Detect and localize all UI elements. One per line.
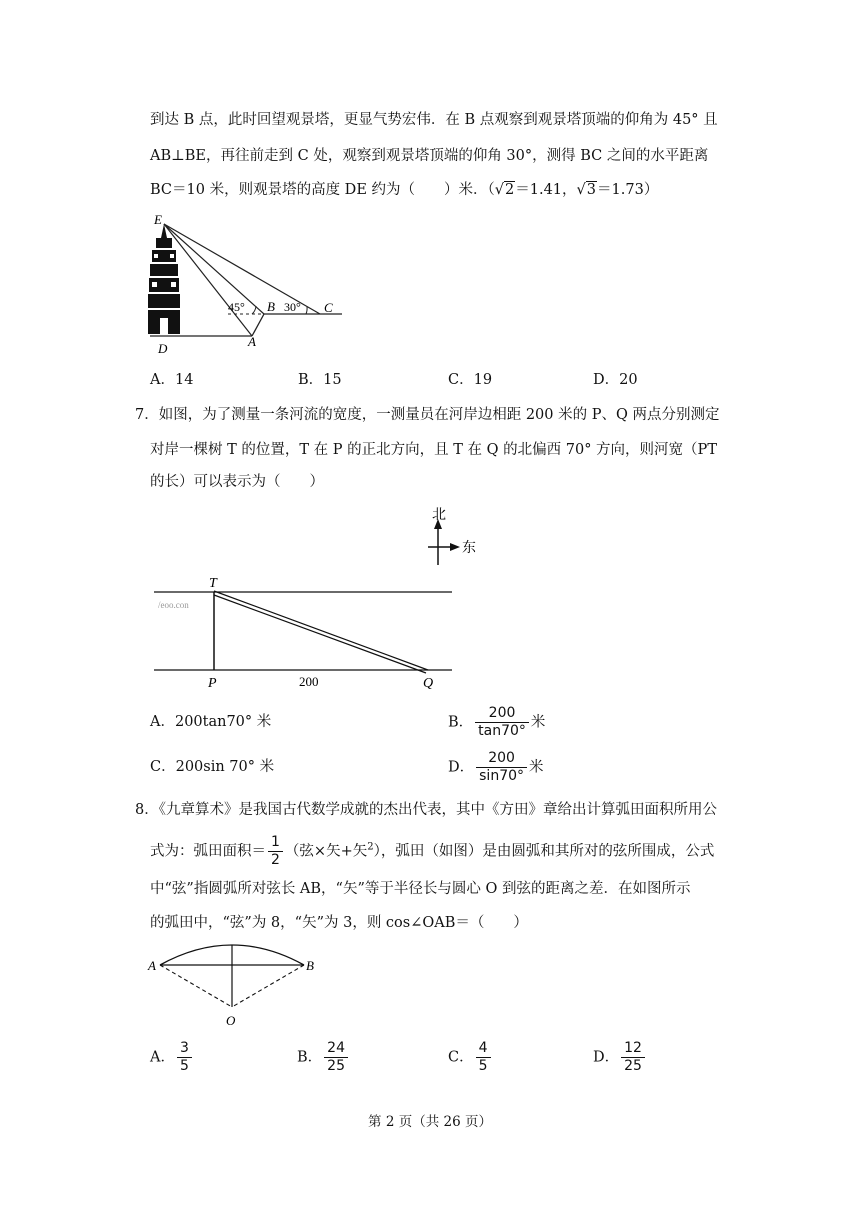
label-B: B [306, 958, 314, 973]
fraction-numerator: 200 [488, 705, 516, 721]
label-O: O [226, 1013, 236, 1028]
tower-icon [148, 224, 180, 334]
q8-text-line2 [150, 834, 714, 869]
q8-option-d [593, 1040, 647, 1075]
fraction-numerator: 200 [488, 750, 515, 766]
q6-line3-part2: ＝1.41， [515, 182, 577, 198]
q8-option-c [448, 1040, 493, 1075]
q8-half-fraction [268, 834, 283, 869]
q7-option-a: A．200tan70° 米 [150, 714, 272, 730]
q8-option-d-fraction [621, 1040, 645, 1075]
label-B: B [267, 299, 275, 314]
q8-line2-part3: ），弧田（如图）是由圆弧和其所对的弦所围成，公式 [373, 843, 715, 860]
angle-45-label: 45° [228, 300, 245, 314]
q8-text-line1: 8．《九章算术》是我国古代数学成就的杰出代表，其中《方田》章给出计算弧田面积所用公 [135, 802, 717, 818]
q7-option-b [448, 705, 545, 740]
q6-text-line2: AB⊥BE，再往前走到 C 处，观察到观景塔顶端的仰角 30°，测得 BC 之间的水平距离 [150, 148, 709, 164]
q6-option-b: B．15 [298, 372, 342, 388]
sqrt-symbol: √ [576, 182, 586, 198]
fraction-numerator: 12 [624, 1040, 642, 1056]
q6-text-line3 [150, 180, 658, 200]
q7-river-figure [140, 505, 500, 695]
q8-line2-part1: 式为：弧田面积＝ [150, 843, 266, 860]
label-A: A [148, 958, 156, 973]
q7-option-b-prefix: B． [448, 714, 474, 731]
q8-option-c-fraction [476, 1040, 491, 1075]
east-label: 东 [462, 541, 476, 556]
q8-option-a-prefix: A． [150, 1049, 175, 1066]
q6-option-c: C．19 [448, 372, 493, 388]
q6-line3-part1: BC＝10 米，则观景塔的高度 DE 约为（ ）米．（ [150, 182, 495, 198]
sqrt-symbol: √ [494, 182, 505, 198]
fraction-denominator: 25 [324, 1057, 348, 1075]
q8-option-c-prefix: C． [448, 1049, 474, 1066]
q7-text-line1: 7．如图，为了测量一条河流的宽度，一测量员在河岸边相距 200 米的 P、Q 两点分别测定 [135, 407, 720, 423]
sqrt3-radicand: 3 [586, 182, 597, 198]
label-E: E [154, 212, 162, 227]
q6-line3-part3: ＝1.73） [597, 182, 659, 198]
compass-icon [428, 507, 476, 565]
q7-option-b-fraction [475, 705, 529, 740]
north-label: 北 [432, 508, 446, 523]
q6-text-line1: 到达 B 点，此时回望观景塔，更显气势宏伟．在 B 点观察到观景塔顶端的仰角为 45° 且 [150, 112, 718, 128]
label-C: C [324, 300, 333, 315]
q6-tower-figure [140, 210, 360, 360]
fraction-denominator: 2 [268, 851, 283, 869]
label-A: A [248, 334, 256, 349]
fraction-numerator: 1 [271, 834, 280, 850]
q6-option-a: A．14 [150, 372, 194, 388]
page-footer: 第 2 页（共 26 页） [368, 1114, 492, 1130]
label-Q: Q [423, 676, 434, 691]
label-T: T [209, 576, 217, 591]
q8-text-line3: 中“弦”指圆弧所对弦长 AB，“矢”等于半径长与圆心 O 到弦的距离之差．在如图所示 [150, 881, 691, 897]
q6-option-d: D．20 [593, 372, 638, 388]
fraction-numerator: 24 [327, 1040, 345, 1056]
q8-option-a-fraction [177, 1040, 192, 1075]
label-D: D [158, 341, 168, 356]
fraction-denominator: tan70° [475, 722, 529, 740]
q8-text-line4: 的弧田中，“弦”为 8，“矢”为 3，则 cos∠OAB＝（ ） [150, 915, 528, 931]
q8-option-a [150, 1040, 194, 1075]
q8-superscript: 2 [367, 841, 374, 853]
q8-option-b [297, 1040, 350, 1075]
label-P: P [208, 676, 217, 691]
angle-30-label: 30° [284, 300, 301, 314]
q7-text-line2: 对岸一棵树 T 的位置，T 在 P 的正北方向，且 T 在 Q 的北偏西 70° 方向，则河宽（PT [150, 442, 717, 458]
fraction-numerator: 3 [179, 1040, 189, 1056]
q7-option-b-unit: 米 [530, 714, 546, 731]
fraction-denominator: 5 [177, 1057, 192, 1075]
q7-option-d-fraction [476, 750, 527, 785]
q8-option-b-fraction [324, 1040, 348, 1075]
fraction-denominator: 5 [476, 1057, 491, 1075]
q8-arc-figure [140, 935, 330, 1030]
fraction-denominator: sin70° [476, 767, 527, 785]
q7-option-d-unit: 米 [529, 759, 544, 776]
q8-option-b-prefix: B． [297, 1049, 323, 1066]
q7-option-d-prefix: D． [448, 759, 475, 776]
q7-option-d [448, 750, 544, 785]
q8-option-d-prefix: D． [593, 1049, 620, 1066]
fraction-denominator: 25 [621, 1057, 645, 1075]
q7-text-line3: 的长）可以表示为（ ） [150, 474, 324, 490]
q7-option-c: C．200sin 70° 米 [150, 759, 275, 775]
label-200: 200 [299, 674, 319, 689]
fraction-numerator: 4 [478, 1040, 488, 1056]
sqrt2-radicand: 2 [505, 182, 515, 198]
watermark-text: /eoo.con [158, 600, 189, 610]
q8-line2-part2: （弦×矢+矢 [284, 843, 368, 860]
